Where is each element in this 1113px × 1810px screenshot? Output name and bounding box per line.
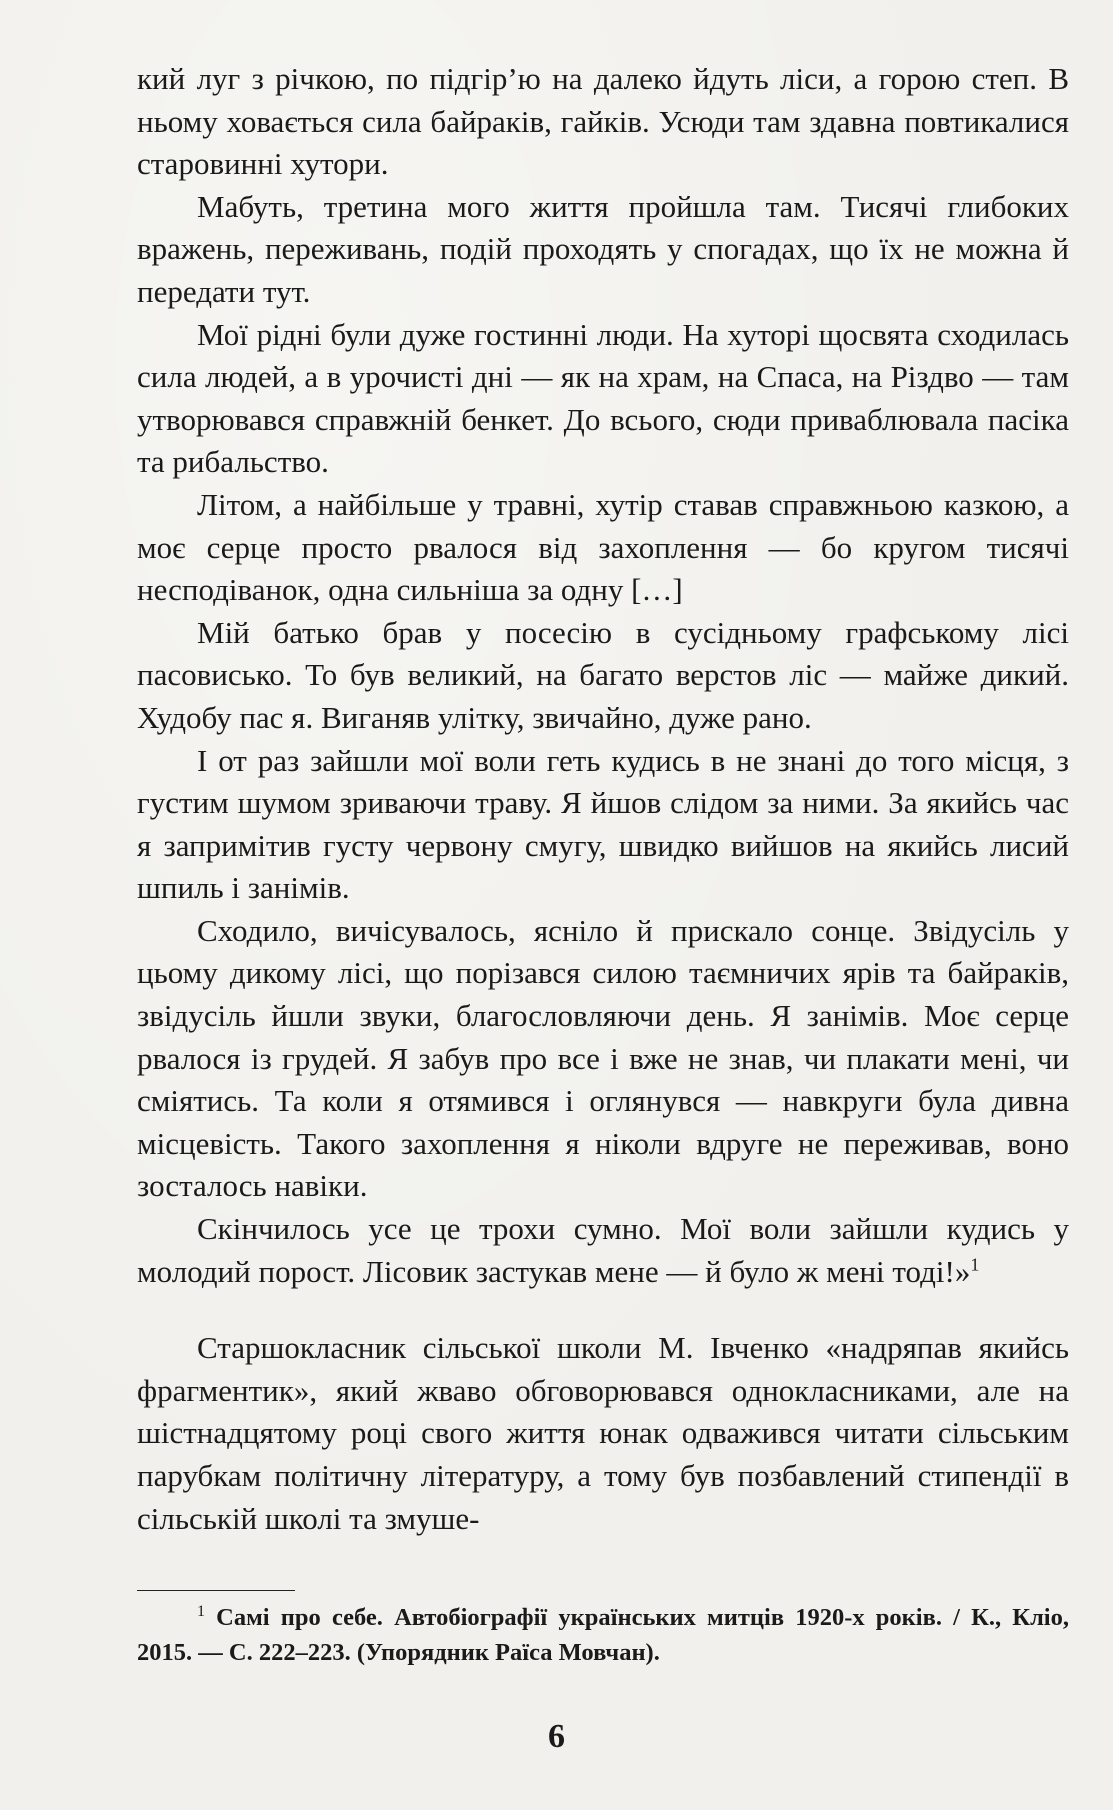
footnote-mark: 1 (197, 1602, 205, 1620)
section-gap (137, 1293, 1069, 1327)
paragraph: Сходило, вичісувалось, ясніло й прискало сонце. Звідусіль у цьому дикому лісі, що порізався силою таємничих ярів та байраків, звідусіль йшли звуки, благословляючи день. Я занімів. Моє серце рвалося із грудей. Я забув про все і вже не знав, чи плакати мені, чи сміятись. Та коли я отямився і оглянувся — навкруги була дивна місцевість. Такого захоплення я ніколи вдруге не переживав, воно зосталось навіки. (137, 912, 1069, 1204)
paragraph: Мій батько брав у посесію в сусідньому графському лісі пасовисько. То був великий, на багато верстов ліс — майже дикий. Худобу пас я. Виганяв улітку, звичайно, дуже рано. (137, 614, 1069, 735)
footnote-text: Самі про себе. Автобіографії українських митців 1920-х років. / К., Кліо, 2015. — С. 222–223. (Упорядник Раїса Мовчан). (137, 1604, 1069, 1666)
paragraph: І от раз зайшли мої воли геть кудись в не знані до того місця, з густим шумом зриваючи траву. Я йшов слідом за ними. За якийсь час я запримітив густу червону смугу, швидко вийшов на якийсь лисий шпиль і занімів. (137, 742, 1069, 906)
footnote (137, 1600, 1069, 1670)
paragraph: Літом, а найбільше у травні, хутір ставав справжньою казкою, а моє серце просто рвалося від захоплення — бо кругом тисячі несподіванок, одна сильніша за одну […] (137, 486, 1069, 608)
body-text (137, 58, 1069, 1540)
paragraph: Мої рідні були дуже гостинні люди. На хуторі щосвята сходилась сила людей, а в урочисті дні — як на храм, на Спаса, на Різдво — там утворювався справжній бенкет. До всього, сюди приваблювала пасіка та рибальство. (137, 316, 1069, 480)
footnote-reference[interactable]: 1 (970, 1254, 980, 1275)
paragraph-continuation: кий луг з річкою, по підгір’ю на далеко йдуть ліси, а горою степ. В ньому ховається сила байраків, гайків. Усюди там здавна повтикалися старовинні хутори. (137, 61, 1069, 182)
paragraph-with-footnote (137, 1208, 1069, 1293)
paragraph: Мабуть, третина мого життя пройшла там. Тисячі глибоких вражень, переживань, подій проходять у спогадах, що їх не можна й передати тут. (137, 188, 1069, 309)
paragraph-text: Скінчилось усе це трохи сумно. Мої воли зайшли кудись у молодий порост. Лісовик застукав мене — й було ж мені тоді!» (137, 1211, 1069, 1289)
main-paragraph: Старшокласник сільської школи М. Івченко «надряпав якийсь фрагментик», який жваво обговорювався однокласниками, але на шістнадцятому році свого життя юнак одважився читати сільським парубкам політичну літературу, а тому був позбавлений стипендії в сільській школі та змуше- (137, 1330, 1069, 1536)
footnote-separator (137, 1590, 295, 1591)
page-number: 6 (548, 1718, 565, 1755)
